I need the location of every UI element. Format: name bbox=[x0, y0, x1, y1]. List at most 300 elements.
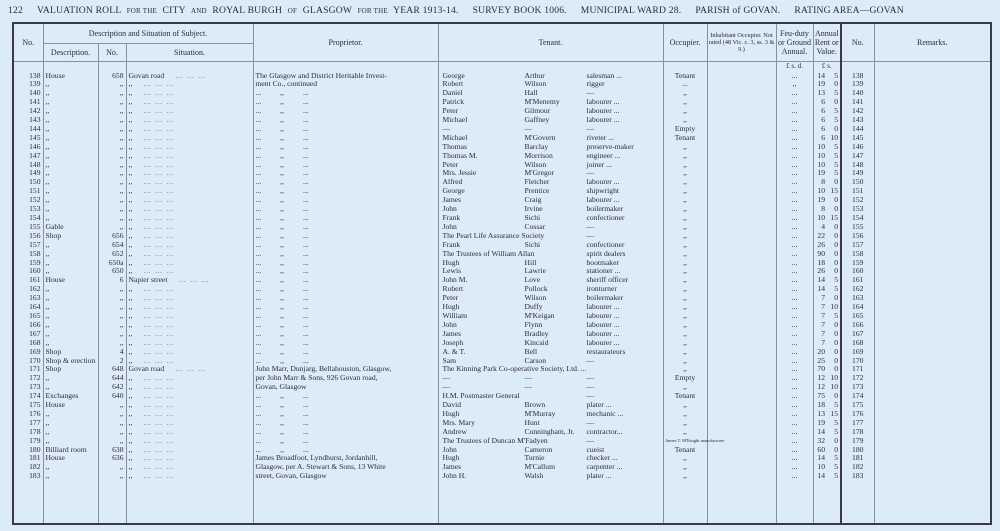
entry-number-right: 145 bbox=[841, 134, 874, 143]
description: ,, bbox=[43, 285, 98, 294]
rent-shillings: 15 bbox=[830, 213, 838, 222]
rent-shillings: 5 bbox=[834, 159, 838, 169]
tenant-surname: Fletcher bbox=[524, 177, 550, 187]
description: ,, bbox=[43, 169, 98, 178]
situation-text: Govan road … … … bbox=[129, 364, 207, 373]
situation-text: ,, … … … bbox=[129, 186, 175, 195]
inhabitant-occupier bbox=[707, 410, 776, 419]
occupier: Empty bbox=[663, 125, 707, 134]
description: Shop bbox=[43, 232, 98, 241]
proprietor: per John Marr & Sons, 926 Govan road, bbox=[253, 374, 438, 383]
entry-number-right: 150 bbox=[841, 178, 874, 187]
entry-number-right: 171 bbox=[841, 365, 874, 374]
rent-shillings: 15 bbox=[830, 408, 838, 418]
street-number: ,, bbox=[98, 303, 126, 312]
remarks bbox=[874, 161, 991, 170]
rent-pounds: 13 bbox=[817, 408, 825, 418]
proprietor: ... ,, ... bbox=[253, 250, 438, 259]
feu-duty: ... bbox=[776, 98, 813, 107]
situation-text: ,, … … … bbox=[129, 79, 175, 88]
occupier: ,, bbox=[663, 161, 707, 170]
tenant-surname: M'Govern bbox=[524, 132, 556, 142]
entry-number-right: 143 bbox=[841, 116, 874, 125]
situation-text: ,, … … … bbox=[129, 427, 175, 436]
proprietor: ... ,, ... bbox=[253, 285, 438, 294]
remarks bbox=[874, 241, 991, 250]
remarks bbox=[874, 303, 991, 312]
street-number: ,, bbox=[98, 330, 126, 339]
tenant bbox=[438, 446, 663, 455]
tenant bbox=[438, 365, 663, 374]
situation-text: ,, … … … bbox=[129, 382, 175, 391]
remarks bbox=[874, 428, 991, 437]
remarks bbox=[874, 392, 991, 401]
entry-number-right: 179 bbox=[841, 437, 874, 446]
proprietor: ... ,, ... bbox=[253, 178, 438, 187]
rent-shillings: 0 bbox=[834, 79, 838, 89]
inhabitant-occupier bbox=[707, 116, 776, 125]
tenant-occupation: — bbox=[586, 123, 595, 133]
occupier: ,, bbox=[663, 428, 707, 437]
tenant-first-name: Michael bbox=[442, 132, 468, 142]
tenant bbox=[438, 294, 663, 303]
entry-number: 141 bbox=[13, 98, 43, 107]
occupier: ,, bbox=[663, 357, 707, 366]
inhabitant-occupier bbox=[707, 196, 776, 205]
rent-pounds: 8 bbox=[821, 204, 825, 214]
occupier: Tenant bbox=[663, 446, 707, 455]
tenant-occupation: — bbox=[586, 373, 595, 383]
rent-pounds: 70 bbox=[817, 364, 825, 374]
tenant-surname: Sichi bbox=[524, 213, 541, 222]
feu-duty: ... bbox=[776, 463, 813, 472]
rent-pounds: 13 bbox=[817, 88, 825, 98]
entry-number: 171 bbox=[13, 365, 43, 374]
remarks bbox=[874, 187, 991, 196]
proprietor: ... ,, ... bbox=[253, 401, 438, 410]
proprietor: ... ,, ... bbox=[253, 321, 438, 330]
tenant-first-name: The Pearl Life Assurance Society bbox=[442, 230, 545, 240]
tenant-occupation: labourer ... bbox=[586, 106, 620, 116]
tenant-surname: Walsh bbox=[524, 471, 544, 481]
tenant-first-name: The Trustees of William Allan bbox=[442, 248, 535, 258]
tenant-occupation: contractor... bbox=[586, 426, 623, 436]
tenant-first-name: Thomas bbox=[442, 141, 467, 151]
tenant bbox=[438, 321, 663, 330]
rent-pounds: 14 bbox=[817, 70, 825, 80]
entry-number: 166 bbox=[13, 321, 43, 330]
situation-text: ,, … … … bbox=[129, 320, 175, 329]
tenant-surname: Hall bbox=[524, 88, 538, 98]
rent-shillings: 0 bbox=[834, 391, 838, 401]
street-number: 656 bbox=[98, 232, 126, 241]
proprietor: ... ,, ... bbox=[253, 196, 438, 205]
rent-shillings: 0 bbox=[834, 435, 838, 445]
description: ,, bbox=[43, 472, 98, 481]
situation-text: ,, … … … bbox=[129, 151, 175, 160]
feu-duty: ... bbox=[776, 267, 813, 276]
description: ,, bbox=[43, 152, 98, 161]
entry-number: 145 bbox=[13, 134, 43, 143]
tenant-surname: Barclay bbox=[524, 141, 549, 151]
inhabitant-occupier bbox=[707, 241, 776, 250]
remarks bbox=[874, 285, 991, 294]
entry-number: 160 bbox=[13, 267, 43, 276]
inhabitant-occupier bbox=[707, 80, 776, 89]
remarks bbox=[874, 374, 991, 383]
tenant-occupation: engineer ... bbox=[586, 150, 621, 160]
remarks bbox=[874, 348, 991, 357]
proprietor: ... ,, ... bbox=[253, 143, 438, 152]
street-number: 6 bbox=[98, 276, 126, 285]
blank-rows bbox=[13, 481, 991, 524]
rent-shillings: 0 bbox=[834, 266, 838, 276]
street-number: ,, bbox=[98, 161, 126, 170]
tenant-occupation: — bbox=[586, 221, 595, 231]
rent-shillings: 0 bbox=[834, 248, 838, 258]
street-number: 658 bbox=[98, 72, 126, 81]
rent-shillings: 5 bbox=[834, 88, 838, 98]
tenant-surname: Turnie bbox=[524, 453, 545, 463]
entry-number: 156 bbox=[13, 232, 43, 241]
occupier: Tenant bbox=[663, 72, 707, 81]
col-no: No. bbox=[13, 23, 43, 61]
feu-duty: ... bbox=[776, 214, 813, 223]
tenant-occupation: cueist bbox=[586, 444, 605, 454]
description: ,, bbox=[43, 187, 98, 196]
entry-number-right: 180 bbox=[841, 446, 874, 455]
street-number: ,, bbox=[98, 428, 126, 437]
tenant-surname: Cunningham, Jr. bbox=[524, 426, 575, 436]
entry-number-right: 147 bbox=[841, 152, 874, 161]
tenant-surname: Wilson bbox=[524, 293, 547, 303]
tenant-first-name: George bbox=[442, 70, 465, 80]
occupier: Empty bbox=[663, 374, 707, 383]
tenant-first-name: Peter bbox=[442, 159, 459, 169]
tenant-surname: Craig bbox=[524, 195, 542, 205]
entry-number: 177 bbox=[13, 419, 43, 428]
street-number: 2 bbox=[98, 357, 126, 366]
feu-duty: ... bbox=[776, 312, 813, 321]
feu-duty: ... bbox=[776, 276, 813, 285]
rent-shillings: 0 bbox=[834, 177, 838, 187]
tenant-occupation: mechanic ... bbox=[586, 408, 624, 418]
description: ,, bbox=[43, 437, 98, 446]
tenant-first-name: John bbox=[442, 444, 457, 454]
situation-text: ,, … … … bbox=[129, 204, 175, 213]
inhabitant-occupier bbox=[707, 205, 776, 214]
occupier: ... bbox=[663, 80, 707, 89]
entry-number: 172 bbox=[13, 374, 43, 383]
inhabitant-occupier bbox=[707, 107, 776, 116]
tenant bbox=[438, 98, 663, 107]
tenant-surname: Cameron bbox=[524, 444, 553, 454]
description: House bbox=[43, 401, 98, 410]
tenant-occupation: carpenter ... bbox=[586, 462, 623, 472]
occupier: ,, bbox=[663, 303, 707, 312]
entry-number-right: 174 bbox=[841, 392, 874, 401]
occupier: ,, bbox=[663, 454, 707, 463]
remarks bbox=[874, 472, 991, 481]
rent-shillings: 0 bbox=[834, 364, 838, 374]
col-situation: Situation. bbox=[126, 43, 253, 61]
proprietor: ... ,, ... bbox=[253, 312, 438, 321]
feu-duty: ... bbox=[776, 303, 813, 312]
inhabitant-occupier bbox=[707, 89, 776, 98]
situation-text: ,, … … … bbox=[129, 445, 175, 454]
tenant bbox=[438, 169, 663, 178]
inhabitant-occupier bbox=[707, 267, 776, 276]
tenant-surname: Hunt bbox=[524, 417, 540, 427]
entry-number: 150 bbox=[13, 178, 43, 187]
rent-pounds: 6 bbox=[821, 132, 825, 142]
entry-number-right: 156 bbox=[841, 232, 874, 241]
inhabitant-occupier bbox=[707, 214, 776, 223]
tenant bbox=[438, 250, 663, 259]
tenant-occupation: riveter ... bbox=[586, 132, 614, 142]
tenant-occupation: — bbox=[586, 391, 595, 401]
street-number: ,, bbox=[98, 125, 126, 134]
valuation-roll-table bbox=[12, 22, 992, 525]
street-number: ,, bbox=[98, 196, 126, 205]
description: ,, bbox=[43, 463, 98, 472]
rent-pounds: 7 bbox=[821, 337, 825, 347]
rent-shillings: 0 bbox=[834, 328, 838, 338]
entry-number-right: 139 bbox=[841, 80, 874, 89]
occupier: ,, bbox=[663, 410, 707, 419]
feu-duty: ... bbox=[776, 437, 813, 446]
proprietor: street, Govan, Glasgow bbox=[253, 472, 438, 481]
remarks bbox=[874, 365, 991, 374]
feu-duty: ... bbox=[776, 107, 813, 116]
situation-text: ,, … … … bbox=[129, 329, 175, 338]
description: ,, bbox=[43, 116, 98, 125]
feu-duty: ... bbox=[776, 89, 813, 98]
description: ,, bbox=[43, 107, 98, 116]
description: Shop & erection bbox=[43, 357, 98, 366]
occupier: ,, bbox=[663, 187, 707, 196]
proprietor: Govan, Glasgow bbox=[253, 383, 438, 392]
rent-pounds: 26 bbox=[817, 239, 825, 249]
proprietor: ... ,, ... bbox=[253, 392, 438, 401]
entry-number: 138 bbox=[13, 72, 43, 81]
entry-number: 176 bbox=[13, 410, 43, 419]
inhabitant-occupier bbox=[707, 401, 776, 410]
proprietor: The Glasgow and District Heritable Invest- bbox=[253, 72, 438, 81]
entry-number: 179 bbox=[13, 437, 43, 446]
proprietor: ... ,, ... bbox=[253, 339, 438, 348]
inhabitant-occupier bbox=[707, 357, 776, 366]
remarks bbox=[874, 259, 991, 268]
occupier: ,, bbox=[663, 401, 707, 410]
tenant bbox=[438, 392, 663, 401]
remarks bbox=[874, 419, 991, 428]
feu-duty: ... bbox=[776, 428, 813, 437]
proprietor: ... ,, ... bbox=[253, 125, 438, 134]
tenant-first-name: Patrick bbox=[442, 97, 465, 107]
description: ,, bbox=[43, 312, 98, 321]
tenant-occupation: sheriff officer bbox=[586, 275, 629, 285]
tenant-first-name: Peter bbox=[442, 293, 459, 303]
remarks bbox=[874, 463, 991, 472]
occupier: ,, bbox=[663, 330, 707, 339]
entry-number-right: 172 bbox=[841, 374, 874, 383]
feu-duty: ... bbox=[776, 72, 813, 81]
proprietor: ... ,, ... bbox=[253, 330, 438, 339]
street-number: ,, bbox=[98, 401, 126, 410]
tenant-first-name: Peter bbox=[442, 106, 459, 116]
proprietor: ... ,, ... bbox=[253, 428, 438, 437]
tenant bbox=[438, 374, 663, 383]
entry-number-right: 154 bbox=[841, 214, 874, 223]
tenant-occupation: — bbox=[586, 435, 595, 445]
tenant bbox=[438, 472, 663, 481]
tenant-first-name: Alfred bbox=[442, 177, 463, 187]
situation-text: ,, … … … bbox=[129, 347, 175, 356]
remarks bbox=[874, 312, 991, 321]
street-number: ,, bbox=[98, 116, 126, 125]
rating-area: RATING AREA—GOVAN bbox=[794, 5, 904, 16]
proprietor: ... ,, ... bbox=[253, 446, 438, 455]
tenant-first-name: The Trustees of Duncan M'Fadyen bbox=[442, 435, 548, 445]
occupier: ,, bbox=[663, 472, 707, 481]
feu-duty: ,, bbox=[776, 80, 813, 89]
remarks bbox=[874, 232, 991, 241]
rent-pounds: 14 bbox=[817, 275, 825, 285]
street-number: ,, bbox=[98, 214, 126, 223]
proprietor: Glasgow, per A. Stewart & Sons, 13 White bbox=[253, 463, 438, 472]
rent-shillings: 0 bbox=[834, 444, 838, 454]
feu-duty: ... bbox=[776, 454, 813, 463]
feu-duty: ... bbox=[776, 330, 813, 339]
rent-pounds: 7 bbox=[821, 302, 825, 312]
survey-book: SURVEY BOOK 1006. bbox=[472, 5, 567, 16]
remarks bbox=[874, 205, 991, 214]
entry-number: 170 bbox=[13, 357, 43, 366]
situation-text: ,, … … … bbox=[129, 231, 175, 240]
situation-text: ,, … … … bbox=[129, 471, 175, 480]
entry-number: 180 bbox=[13, 446, 43, 455]
tenant-surname: Kincaid bbox=[524, 337, 549, 347]
occupier-note: James T. M'Knight manufacturer bbox=[665, 437, 725, 443]
feu-duty: ... bbox=[776, 169, 813, 178]
tenant-occupation: — bbox=[586, 88, 595, 98]
feu-duty: ... bbox=[776, 401, 813, 410]
entry-number-right: 183 bbox=[841, 472, 874, 481]
tenant-surname: Cossar bbox=[524, 221, 546, 231]
proprietor: ... ,, ... bbox=[253, 419, 438, 428]
tenant-first-name: — bbox=[442, 382, 451, 392]
feu-duty: ... bbox=[776, 392, 813, 401]
description: ,, bbox=[43, 339, 98, 348]
description: ,, bbox=[43, 419, 98, 428]
feu-duty: ... bbox=[776, 152, 813, 161]
proprietor: ... ,, ... bbox=[253, 410, 438, 419]
situation-text: ,, … … … bbox=[129, 436, 175, 445]
street-number: ,, bbox=[98, 107, 126, 116]
tenant-first-name: Lewis bbox=[442, 266, 462, 276]
street-number: 638 bbox=[98, 446, 126, 455]
occupier: ,, bbox=[663, 152, 707, 161]
inhabitant-occupier bbox=[707, 143, 776, 152]
street-number: ,, bbox=[98, 178, 126, 187]
street-number: ,, bbox=[98, 419, 126, 428]
remarks bbox=[874, 152, 991, 161]
entry-number: 148 bbox=[13, 161, 43, 170]
situation bbox=[126, 472, 253, 481]
rent-pounds: 32 bbox=[817, 435, 825, 445]
entry-number-right: 149 bbox=[841, 169, 874, 178]
situation-text: ,, … … … bbox=[129, 462, 175, 471]
rent-pounds: 12 bbox=[817, 382, 825, 392]
situation-text: ,, … … … bbox=[129, 249, 175, 258]
col-feu-duty: Feu-duty or Ground Annual. bbox=[776, 23, 813, 61]
tenant-surname: Duffy bbox=[524, 302, 543, 312]
situation-text: ,, … … … bbox=[129, 240, 175, 249]
tenant bbox=[438, 152, 663, 161]
situation-text: ,, … … … bbox=[129, 142, 175, 151]
entry-number-right: 152 bbox=[841, 196, 874, 205]
occupier: ,, bbox=[663, 383, 707, 392]
inhabitant-occupier bbox=[707, 232, 776, 241]
remarks bbox=[874, 339, 991, 348]
street-number: ,, bbox=[98, 98, 126, 107]
description: Shop bbox=[43, 348, 98, 357]
occupier: ,, bbox=[663, 116, 707, 125]
feu-duty: ... bbox=[776, 223, 813, 232]
occupier: ,, bbox=[663, 107, 707, 116]
entry-number: 147 bbox=[13, 152, 43, 161]
remarks bbox=[874, 330, 991, 339]
tenant-surname: Wilson bbox=[524, 159, 547, 169]
description: House bbox=[43, 72, 98, 81]
proprietor: ... ,, ... bbox=[253, 161, 438, 170]
description: House bbox=[43, 276, 98, 285]
situation-text: ,, … … … bbox=[129, 356, 175, 365]
remarks bbox=[874, 98, 991, 107]
rent-shillings: 5 bbox=[834, 417, 838, 427]
situation-text: ,, … … … bbox=[129, 409, 175, 418]
entry-number-right: 160 bbox=[841, 267, 874, 276]
remarks bbox=[874, 143, 991, 152]
situation-text: ,, … … … bbox=[129, 168, 175, 177]
street-number: 650 bbox=[98, 267, 126, 276]
description: ,, bbox=[43, 178, 98, 187]
entry-number: 140 bbox=[13, 89, 43, 98]
feu-duty: ... bbox=[776, 205, 813, 214]
tenant bbox=[438, 276, 663, 285]
proprietor: ... ,, ... bbox=[253, 276, 438, 285]
street-number: 642 bbox=[98, 383, 126, 392]
entry-number: 139 bbox=[13, 80, 43, 89]
street-number: ,, bbox=[98, 472, 126, 481]
entry-number-right: 151 bbox=[841, 187, 874, 196]
situation-text: Napier street … … … bbox=[129, 275, 211, 284]
entry-number-right: 148 bbox=[841, 161, 874, 170]
feu-duty: ... bbox=[776, 250, 813, 259]
rent-pounds: 10 bbox=[817, 150, 825, 160]
proprietor: ... ,, ... bbox=[253, 152, 438, 161]
feu-duty: ... bbox=[776, 410, 813, 419]
entry-number: 169 bbox=[13, 348, 43, 357]
tenant bbox=[438, 463, 663, 472]
entry-number-right: 161 bbox=[841, 276, 874, 285]
situation-text: ,, … … … bbox=[129, 124, 175, 133]
occupier: ,, bbox=[663, 285, 707, 294]
tenant-occupation: labourer ... bbox=[586, 328, 620, 338]
rent-shillings: 15 bbox=[830, 186, 838, 196]
rent-shillings: 5 bbox=[834, 310, 838, 320]
